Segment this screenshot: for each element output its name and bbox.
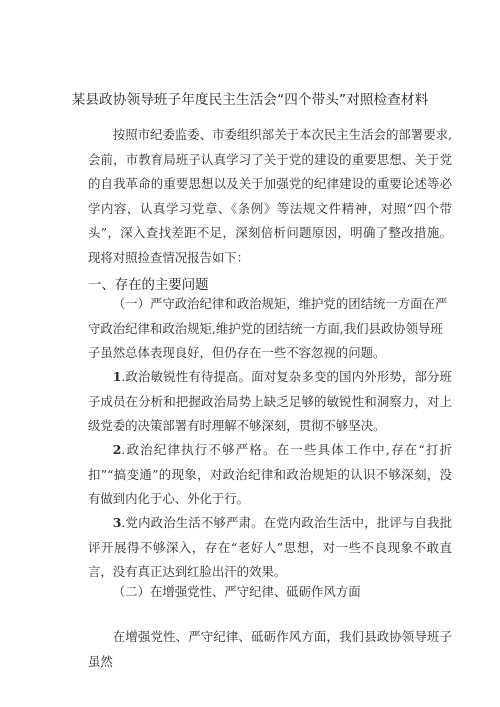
- subsection-heading-political-discipline: （一）严守政治纪律和政治规矩，维护党的团结统一方面在严守政治纪律和政治规矩,维护党的团结统一方面,我们县政协领导班子虽然总体表现良好，但仍存在一些不容忽视的问题。: [88, 296, 448, 361]
- problem-item-3: [88, 511, 452, 585]
- document-title: 某县政协领导班子年度民主生活会“四个带头”对照检查材料: [71, 92, 429, 108]
- item-text: .政治纪律执行不够严格。在一些具体工作中,存在“打折扣”“搞变通”的现象，对政治纪律和政治规矩的认识不够深刻，没有做到内化于心、外化于行。: [88, 442, 452, 507]
- item-text: .党内政治生活不够严肃。在党内政治生活中，批评与自我批评开展得不够深入，存在“老好人”思想，对一些不良现象不敢直言，没有真正达到红脸出汗的效果。: [88, 515, 452, 580]
- section-heading-main-problems: 一、存在的主要问题: [88, 278, 209, 293]
- subsection-paragraph-party-spirit: 在增强党性、严守纪律、砥砺作风方面，我们县政协领导班子虽然: [88, 629, 452, 669]
- item-number: 2: [112, 442, 122, 457]
- item-number: 1: [112, 369, 122, 384]
- item-text: .政治敏锐性有待提高。面对复杂多变的国内外形势，部分班子成员在分析和把握政治局势上缺乏足够的敏锐性和洞察力，对上级党委的决策部署有时理解不够深刻，贯彻不够坚决。: [88, 369, 452, 434]
- problem-item-1: [88, 365, 452, 439]
- intro-paragraph: 按照市纪委监委、市委组织部关于本次民主生活会的部署要求,会前，市教育局班子认真学习了关于党的建设的重要思想、关于党的自我革命的重要思想以及关于加强党的纪律建设的重要论述等必学内容，认真学习党章、《条例》等法规文件精神，对照“四个带头”，深入查找差距不足，深刻倍析问题原因，明确了整改措施。现将对照捡查情况报告如下：: [88, 127, 452, 265]
- subsection-heading-party-spirit: （二）在增强党性、严守纪律、砥砺作风方面: [112, 584, 361, 599]
- item-number: 3: [112, 515, 122, 530]
- problem-item-2: [88, 438, 452, 512]
